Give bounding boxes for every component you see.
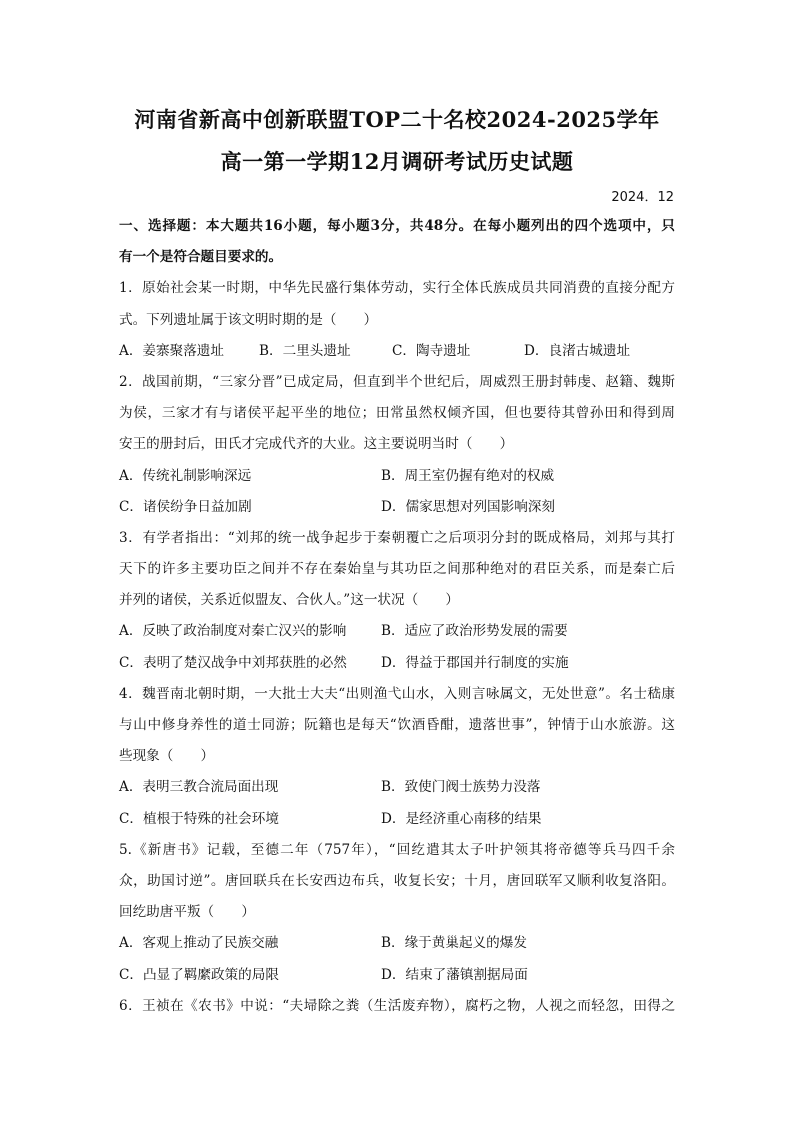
option-c: C．诸侯纷争日益加剧	[119, 498, 252, 515]
exam-body	[119, 211, 675, 1022]
question-options	[119, 772, 675, 803]
section-heading-line2: 有一个是符合题目要求的。	[119, 249, 283, 266]
option-a: A．反映了政治制度对秦亡汉兴的影响	[119, 623, 347, 640]
question-stem-line: 为侯，三家才有与诸侯平起平坐的地位；田常虽然权倾齐国，但也要待其曾孙田和得到周	[119, 405, 675, 422]
question-options	[119, 492, 675, 523]
option-d: D．得益于郡国并行制度的实施	[381, 654, 569, 671]
question-stem-line: 6．王祯在《农书》中说：“夫埽除之粪（生活废弃物），腐朽之物，人视之而轻忽，田得之	[119, 997, 675, 1014]
question-6	[119, 991, 675, 1022]
question-stem-line: 众，助国讨逆”。唐回联兵在长安西边布兵，收复长安；十月，唐回联军又顺利收复洛阳。	[119, 872, 675, 889]
question-options	[119, 336, 675, 367]
question-stem-line: 天下的许多主要功臣之间并不存在秦始皇与其功臣之间那种绝对的君臣关系，而是秦亡后	[119, 561, 675, 578]
question-5	[119, 835, 675, 991]
option-d: D．是经济重心南移的结果	[381, 810, 542, 827]
question-options	[119, 616, 675, 647]
option-c: C．表明了楚汉战争中刘邦获胜的必然	[119, 654, 347, 671]
question-stem-line: 1．原始社会某一时期，中华先民盛行集体劳动，实行全体氏族成员共同消费的直接分配方	[119, 280, 675, 297]
section-heading-line1: 一、选择题：本大题共16小题，每小题3分，共48分。在每小题列出的四个选项中，只	[119, 218, 675, 234]
exam-title-line1: 河南省新高中创新联盟TOP二十名校2024-2025学年	[134, 107, 660, 132]
option-d: D．儒家思想对列国影响深刻	[381, 498, 556, 515]
question-options	[119, 960, 675, 991]
question-stem-line: 与山中修身养性的道士同游；阮籍也是每天“饮酒昏酣，遗落世事”，钟情于山水旅游。这	[119, 717, 675, 733]
option-b: B．适应了政治形势发展的需要	[381, 623, 568, 640]
question-options	[119, 804, 675, 835]
question-options	[119, 648, 675, 679]
option-a: A．姜寨聚落遗址	[119, 342, 224, 359]
question-options	[119, 461, 675, 492]
question-3	[119, 523, 675, 679]
option-a: A．表明三教合流局面出现	[119, 779, 279, 796]
question-stem-line: 2．战国前期，“三家分晋”已成定局，但直到半个世纪后，周威烈王册封韩虔、赵籍、魏斯	[119, 373, 675, 390]
question-stem-line: 些现象（ ）	[119, 748, 215, 765]
question-stem-line: 并列的诸侯，关系近似盟友、合伙人。”这一状况（ ）	[119, 592, 459, 609]
option-c: C．凸显了羁縻政策的局限	[119, 966, 279, 983]
question-2	[119, 367, 675, 523]
option-c: C．植根于特殊的社会环境	[119, 810, 279, 827]
option-a: A．客观上推动了民族交融	[119, 935, 279, 952]
option-d: D．结束了藩镇割据局面	[381, 966, 528, 983]
option-a: A．传统礼制影响深远	[119, 467, 252, 484]
question-stem-line: 回纥助唐平叛（ ）	[119, 904, 255, 921]
option-b: B．缘于黄巢起义的爆发	[381, 935, 527, 952]
question-stem-line: 5.《新唐书》记载，至德二年（757年），“回纥遣其太子叶护领其将帝德等兵马四千余	[119, 841, 675, 858]
question-stem-line: 4．魏晋南北朝时期，一大批士大夫“出则渔弋山水，入则言咏属文，无处世意”。名士嵇康	[119, 685, 675, 702]
question-4	[119, 679, 675, 835]
exam-date: 2024．12	[611, 190, 674, 205]
option-b: B．周王室仍握有绝对的权威	[381, 467, 555, 484]
question-stem-line: 式。下列遗址属于该文明时期的是（ ）	[119, 311, 378, 328]
question-options	[119, 928, 675, 959]
option-c: C．陶寺遗址	[392, 342, 471, 359]
question-1	[119, 273, 675, 367]
question-stem-line: 安王的册封后，田氏才完成代齐的大业。这主要说明当时（ ）	[119, 436, 514, 453]
question-stem-line: 3．有学者指出：“刘邦的统一战争起步于秦朝覆亡之后项羽分封的既成格局，刘邦与其打	[119, 529, 675, 546]
option-b: B．二里头遗址	[259, 342, 351, 359]
option-d: D．良渚古城遗址	[524, 342, 631, 359]
option-b: B．致使门阀士族势力没落	[381, 779, 541, 796]
exam-title-line2: 高一第一学期12月调研考试历史试题	[220, 149, 574, 174]
